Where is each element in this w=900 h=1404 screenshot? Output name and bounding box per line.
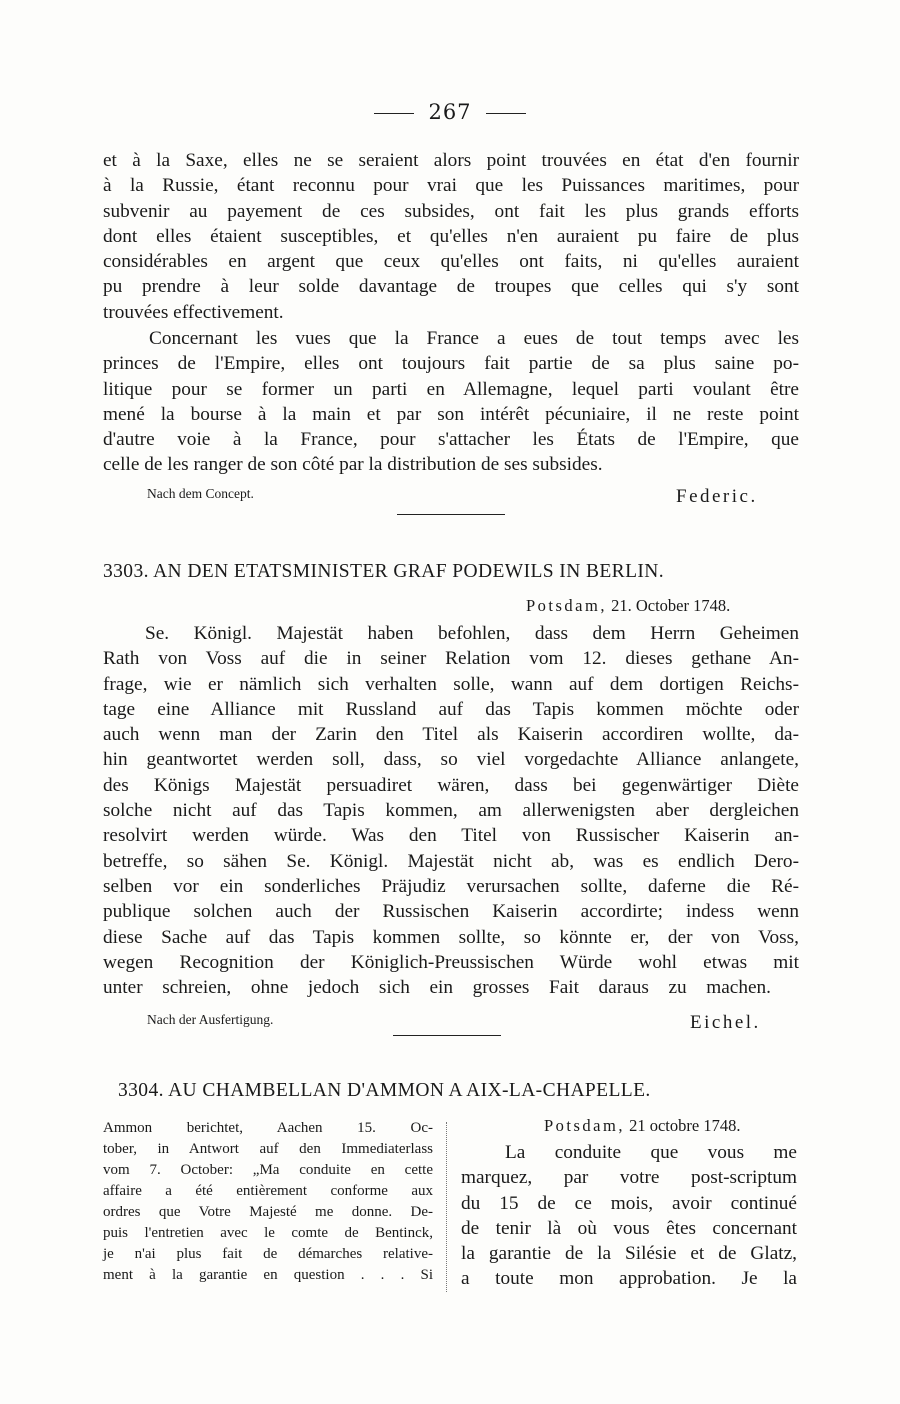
page-number-dash-left bbox=[374, 113, 414, 114]
top-paragraph-1 bbox=[103, 148, 799, 325]
text-line: hin geantwortet werden soll, dass, so viel vorgedachte Alliance anlangete, bbox=[103, 749, 799, 771]
section-divider bbox=[397, 514, 505, 515]
section-divider bbox=[393, 1035, 501, 1036]
text-line: Ammon berichtet, Aachen 15. Oc- bbox=[103, 1120, 433, 1136]
page-number-dash-right bbox=[486, 113, 526, 114]
text-line: considérables en argent que ceux qu'elles ont faits, ni qu'elles auraient bbox=[103, 251, 799, 273]
source-note-concept: Nach dem Concept. bbox=[147, 486, 254, 501]
text-line: betreffe, so sähen Se. Königl. Majestät nicht ab, was es endlich Dero- bbox=[103, 850, 799, 872]
letter-3303-dateline bbox=[526, 596, 730, 616]
letter-3304-heading: 3304. AU CHAMBELLAN D'AMMON A AIX-LA-CHAPELLE. bbox=[118, 1080, 651, 1101]
text-line: Rath von Voss auf die in seiner Relation vom 12. dieses gethane An- bbox=[103, 648, 799, 670]
text-line: ordres que Votre Majesté me donne. De- bbox=[103, 1204, 433, 1220]
text-line: mené la bourse à la main et par son intérêt pécuniaire, il ne reste point bbox=[103, 403, 799, 425]
text-line: trouvées effectivement. bbox=[103, 301, 284, 323]
text-line: puis l'entretien avec le comte de Bentinck, bbox=[103, 1225, 433, 1241]
text-line: tober, in Antwort auf den Immediaterlass bbox=[103, 1141, 433, 1157]
text-line: auch wenn man der Zarin den Titel als Kaiserin accordiren wollte, da- bbox=[103, 724, 799, 746]
letter-3304-summary bbox=[103, 1118, 433, 1286]
page-number-text: 267 bbox=[428, 100, 472, 124]
dateline-date: 21. October 1748. bbox=[611, 596, 731, 615]
text-line: la garantie de la Silésie et de Glatz, bbox=[461, 1243, 797, 1265]
text-line: de tenir là où vous êtes concernant bbox=[461, 1217, 797, 1239]
text-line: diese Sache auf das Tapis kommen sollte, so könnte er, der von Voss, bbox=[103, 926, 799, 948]
text-line: unter schreien, ohne jedoch sich ein grosses Fait daraus zu machen. bbox=[103, 977, 771, 999]
text-line: tage eine Alliance mit Russland auf das Tapis kommen möchte oder bbox=[103, 698, 799, 720]
signature-federic: Federic. bbox=[676, 486, 758, 507]
text-line: litique pour se former un parti en Allemagne, lequel parti voulant être bbox=[103, 378, 799, 400]
text-line: selben vor ein sonderliches Präjudiz verursachen sollte, daferne die Ré- bbox=[103, 875, 799, 897]
text-line: du 15 de ce mois, avoir continué bbox=[461, 1192, 797, 1214]
dateline-place: Potsdam, bbox=[544, 1116, 625, 1135]
text-line: des Königs Majestät persuadiret wären, dass bei gegenwärtiger Diète bbox=[103, 774, 799, 796]
text-line: La conduite que vous me bbox=[505, 1142, 797, 1163]
text-line: a toute mon approbation. Je la bbox=[461, 1268, 797, 1290]
page-number bbox=[0, 100, 900, 124]
text-line: à la Russie, étant reconnu pour vrai que les Puissances maritimes, pour bbox=[103, 175, 799, 197]
column-divider bbox=[446, 1122, 447, 1292]
text-line: dont elles étaient susceptibles, et qu'elles n'en auraient pu faire de plus bbox=[103, 225, 799, 247]
text-line: Concernant les vues que la France a eues de tout temps avec les bbox=[149, 328, 799, 349]
text-line: princes de l'Empire, elles ont toujours fait partie de sa plus saine po- bbox=[103, 353, 799, 375]
text-line: ment à la garantie en question . . . Si bbox=[103, 1267, 433, 1283]
text-line: wegen Recognition der Königlich-Preussischen Würde wohl etwas mit bbox=[103, 951, 799, 973]
text-line: celle de les ranger de son côté par la distribution de ses subsides. bbox=[103, 454, 603, 476]
text-line: pu prendre à leur solde davantage de troupes que celles qui s'y sont bbox=[103, 276, 799, 298]
text-line: vom 7. October: „Ma conduite en cette bbox=[103, 1162, 433, 1178]
text-line: publique solchen auch der Russischen Kaiserin accordirte; indess wenn bbox=[103, 901, 799, 923]
letter-3303-heading: 3303. AN DEN ETATSMINISTER GRAF PODEWILS IN BERLIN. bbox=[103, 561, 665, 582]
source-note-ausfertigung: Nach der Ausfertigung. bbox=[147, 1012, 274, 1027]
text-line: d'autre voie à la France, pour s'attacher les États de l'Empire, que bbox=[103, 429, 799, 451]
text-line: Se. Königl. Majestät haben befohlen, dass dem Herrn Geheimen bbox=[145, 623, 799, 644]
dateline-place: Potsdam, bbox=[526, 596, 607, 615]
letter-3304-body bbox=[461, 1140, 797, 1292]
text-line: et à la Saxe, elles ne se seraient alors point trouvées en état d'en fournir bbox=[103, 150, 799, 171]
text-line: je n'ai plus fait de démarches relative- bbox=[103, 1246, 433, 1262]
text-line: affaire a été entièrement conforme aux bbox=[103, 1183, 433, 1199]
text-line: marquez, par votre post-scriptum bbox=[461, 1167, 797, 1189]
text-line: frage, wie er nämlich sich verhalten solle, wann auf dem dortigen Reichs- bbox=[103, 673, 799, 695]
top-paragraph-2 bbox=[103, 326, 799, 478]
dateline-date: 21 octobre 1748. bbox=[629, 1116, 741, 1135]
text-line: subvenir au payement de ces subsides, ont fait les plus grands efforts bbox=[103, 200, 799, 222]
text-line: resolvirt werden würde. Was den Titel von Russischer Kaiserin an- bbox=[103, 825, 799, 847]
letter-3304-dateline bbox=[544, 1116, 740, 1136]
signature-eichel: Eichel. bbox=[690, 1012, 761, 1033]
letter-3303-body bbox=[103, 621, 799, 1000]
text-line: solche nicht auf das Tapis kommen, am allerwenigsten aber dergleichen bbox=[103, 800, 799, 822]
